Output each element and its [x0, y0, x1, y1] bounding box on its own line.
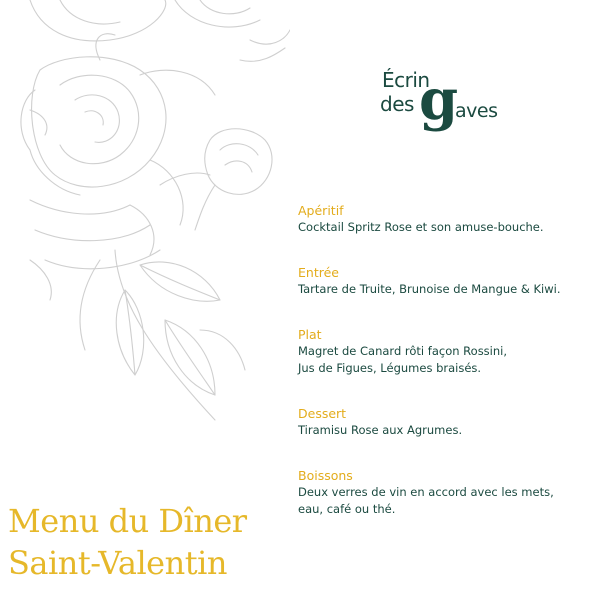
course-title: Dessert — [298, 406, 347, 421]
course-title: Entrée — [298, 265, 339, 280]
logo-line-des: des — [380, 92, 414, 116]
menu-title-line2: Saint-Valentin — [8, 544, 227, 582]
course-title: Apéritif — [298, 203, 344, 218]
brand-logo — [378, 60, 508, 160]
course-title: Boissons — [298, 468, 353, 483]
course-description: Deux verres de vin en accord avec les mets, — [298, 485, 554, 499]
course-description: Tartare de Truite, Brunoise de Mangue & Kiwi. — [298, 282, 561, 296]
course-description: Cocktail Spritz Rose et son amuse-bouche. — [298, 220, 544, 234]
course-title: Plat — [298, 327, 322, 342]
course-description: Magret de Canard rôti façon Rossini, — [298, 344, 508, 358]
course-dessert — [298, 405, 588, 439]
menu-title-line1: Menu du Dîner — [8, 502, 247, 540]
logo-line-ecrin: Écrin — [382, 68, 430, 92]
course-description: eau, café ou thé. — [298, 502, 396, 516]
menu-title — [8, 500, 247, 584]
course-boissons — [298, 467, 588, 518]
course-description: Jus de Figues, Légumes braisés. — [298, 361, 482, 375]
course-plat — [298, 326, 588, 377]
course-entree — [298, 264, 588, 298]
floral-illustration — [0, 0, 290, 440]
course-aperitif — [298, 202, 588, 236]
logo-line-aves: aves — [455, 100, 498, 122]
course-description: Tiramisu Rose aux Agrumes. — [298, 423, 463, 437]
logo-big-letter: g — [419, 67, 459, 133]
